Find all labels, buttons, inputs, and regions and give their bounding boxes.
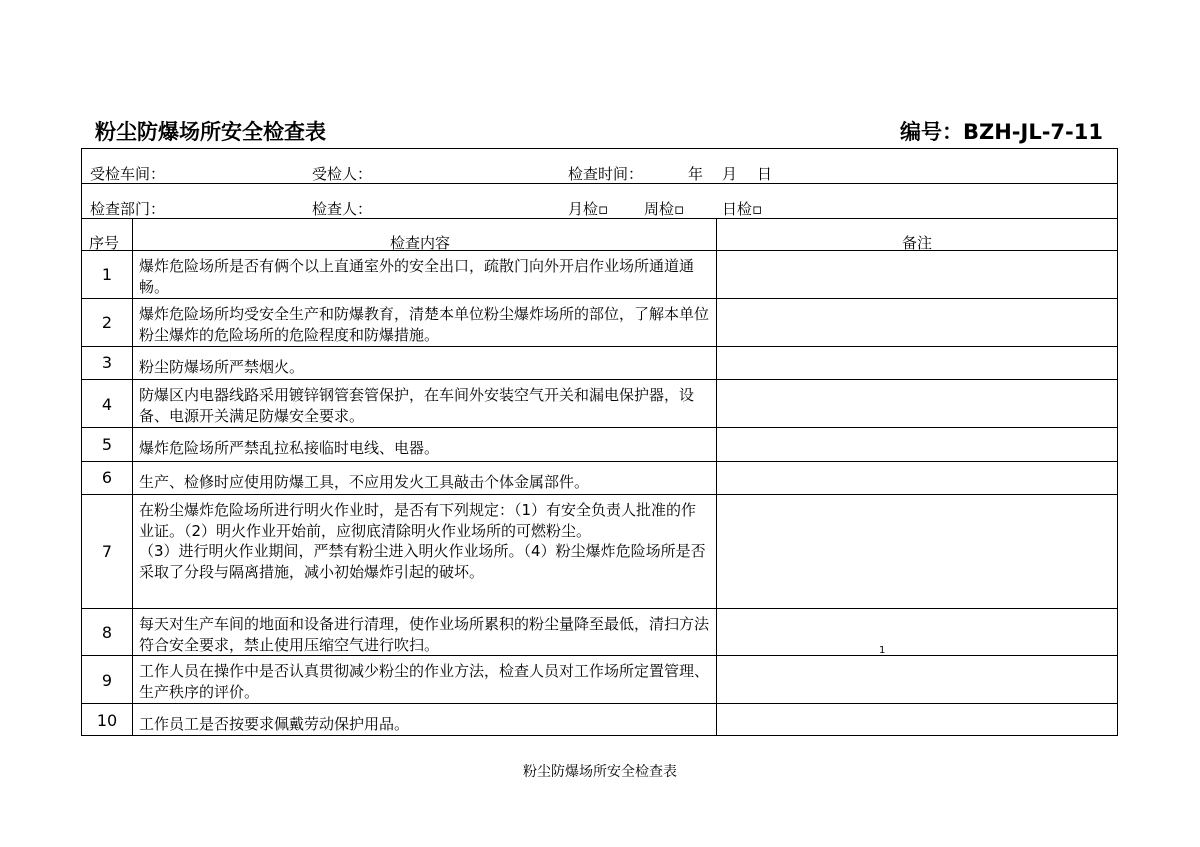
department-label: 检查部门： (90, 200, 166, 218)
workshop-label: 受检车间： (90, 165, 166, 183)
divider (81, 608, 1118, 609)
divider (81, 250, 1118, 251)
row-number: 6 (101, 468, 113, 487)
row-content: 粉尘防爆场所严禁烟火。 (139, 358, 305, 376)
row-content: 生产、检修时应使用防爆工具，不应用发火工具敲击个体金属部件。 (139, 473, 590, 491)
year-label: 年 (688, 165, 704, 183)
divider (81, 298, 1118, 299)
row-content: 在粉尘爆炸危险场所进行明火作业时，是否有下列规定：（1）有安全负责人批准的作业证。（2）明火作业开始前，应彻底清除明火作业场所的可燃粉尘。 （3）进行明火作业期间，严禁有粉尘进入明火作业场所。（4）粉尘爆炸危险场所是否采取了分段与隔离措施，减小初始爆炸引起的破坏。 (139, 501, 711, 581)
page-footer: 粉尘防爆场所安全检查表 (523, 764, 677, 780)
divider (81, 346, 1118, 347)
row-content: 爆炸危险场所严禁乱拉私接临时电线、电器。 (139, 439, 440, 457)
divider (81, 461, 1118, 462)
row-content: 爆炸危险场所是否有俩个以上直通室外的安全出口，疏散门向外开启作业场所通道通畅。 (139, 257, 695, 296)
month-label: 月 (722, 165, 738, 183)
row-number: 5 (101, 435, 113, 454)
inspectee-label: 受检人： (312, 165, 373, 183)
row-number: 1 (101, 265, 113, 284)
divider (81, 655, 1118, 656)
header-number: 序号 (89, 234, 120, 252)
row-number: 9 (101, 671, 113, 690)
inspector-label: 检查人： (312, 200, 373, 218)
row-content: 工作员工是否按要求佩戴劳动保护用品。 (139, 715, 410, 733)
inspection-time-label: 检查时间： (568, 165, 644, 183)
row-number: 8 (101, 623, 113, 642)
divider (81, 427, 1118, 428)
monthly-check-option[interactable]: 月检▫ (568, 200, 609, 218)
row-number: 2 (101, 313, 113, 332)
document-title: 粉尘防爆场所安全检查表 (95, 120, 326, 144)
row-number: 3 (101, 353, 113, 372)
page-number: 1 (879, 645, 886, 656)
divider (81, 379, 1118, 380)
header-content: 检查内容 (390, 234, 451, 252)
weekly-check-option[interactable]: 周检▫ (644, 200, 685, 218)
row-content: 工作人员在操作中是否认真贯彻减少粉尘的作业方法，检查人员对工作场所定置管理、生产秩序的评价。 (139, 662, 710, 701)
day-label: 日 (757, 165, 773, 183)
row-number: 7 (101, 542, 113, 561)
divider (81, 494, 1118, 495)
header-remarks: 备注 (902, 234, 933, 252)
row-content: 防爆区内电器线路采用镀锌钢管套管保护，在车间外安装空气开关和漏电保护器，设备、电源开关满足防爆安全要求。 (139, 386, 695, 425)
row-content: 爆炸危险场所均受安全生产和防爆教育，清楚本单位粉尘爆炸场所的部位，了解本单位粉尘爆炸的危险场所的危险程度和防爆措施。 (139, 305, 710, 344)
divider (132, 218, 133, 736)
daily-check-option[interactable]: 日检▫ (722, 200, 763, 218)
document-code: 编号：BZH-JL-7-11 (900, 120, 1103, 144)
row-number: 10 (96, 711, 118, 730)
row-content: 每天对生产车间的地面和设备进行清理，使作业场所累积的粉尘量降至最低，清扫方法符合安全要求，禁止使用压缩空气进行吹扫。 (139, 615, 710, 654)
divider (716, 218, 717, 736)
divider (81, 703, 1118, 704)
row-number: 4 (101, 395, 113, 414)
